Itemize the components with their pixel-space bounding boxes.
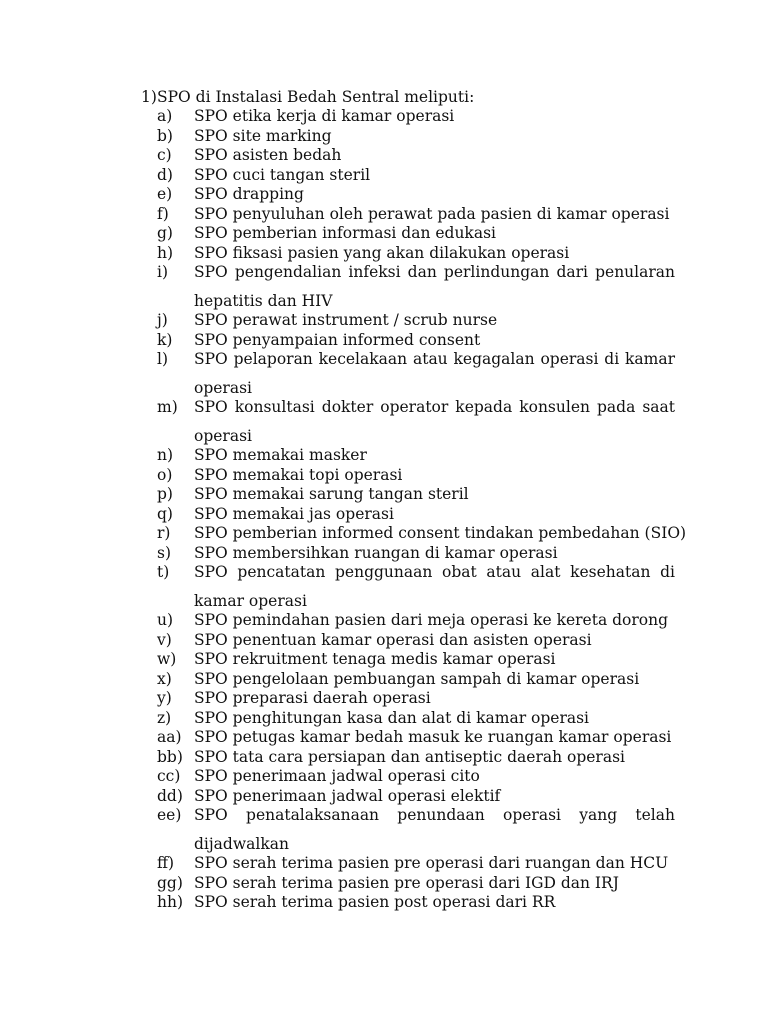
list-item-marker: m) (157, 398, 178, 416)
list-item (0, 107, 768, 127)
list-item-marker: p) (157, 485, 173, 503)
list-item-text (194, 806, 675, 854)
list-item-line-2: kamar operasi (194, 591, 307, 610)
list-item-text (194, 166, 675, 186)
list-item-text (194, 350, 675, 398)
list-item (0, 311, 768, 331)
list-item-line-2: dijadwalkan (194, 834, 289, 853)
list-item-marker: i) (157, 263, 169, 281)
list-item-line-1: SPO petugas kamar bedah masuk ke ruangan kamar operasi (194, 728, 672, 746)
list-item (0, 466, 768, 486)
list-item-marker: cc) (157, 767, 181, 785)
list-item-marker: l) (157, 350, 169, 368)
list-item-text (194, 787, 675, 807)
list-item-marker: dd) (157, 786, 183, 805)
list-heading (141, 87, 474, 107)
list-item (0, 787, 768, 807)
list-item-line-1: SPO pengendalian infeksi dan perlindungan dari penularan (194, 263, 675, 281)
list-item (0, 611, 768, 631)
list-item-line-1: SPO memakai sarung tangan steril (194, 485, 469, 503)
list-item-text (194, 524, 687, 544)
list-item-marker: t) (157, 563, 170, 581)
list-item (0, 398, 768, 446)
list-item-marker: e) (157, 185, 173, 203)
list-item-marker: x) (157, 669, 172, 688)
list-item (0, 563, 768, 611)
list-item-marker: b) (157, 126, 173, 145)
list-item-marker: d) (157, 165, 173, 184)
list-item-marker: bb) (157, 747, 183, 766)
list-item-text (194, 767, 675, 787)
list-item-line-1: SPO pencatatan penggunaan obat atau alat kesehatan di (194, 563, 675, 581)
list-item-text (194, 127, 675, 147)
list-item-text (194, 709, 675, 729)
list-item-marker: z) (157, 708, 172, 727)
list-item (0, 146, 768, 166)
list-item-line-1: SPO etika kerja di kamar operasi (194, 107, 455, 125)
list-item-line-1: SPO serah terima pasien pre operasi dari IGD dan IRJ (194, 873, 619, 892)
list-item-text (194, 466, 675, 486)
list-item-marker: c) (157, 146, 172, 164)
list-item-line-1: SPO penentuan kamar operasi dan asisten operasi (194, 630, 592, 649)
list-item-line-1: SPO fiksasi pasien yang akan dilakukan operasi (194, 243, 570, 262)
list-item-line-1: SPO pemindahan pasien dari meja operasi ke kereta dorong (194, 611, 669, 629)
list-item-marker: q) (157, 504, 173, 523)
list-item-marker: o) (157, 465, 173, 484)
list-item (0, 485, 768, 505)
spo-list (0, 107, 768, 913)
list-item-marker: h) (157, 243, 174, 262)
list-item-text (194, 631, 675, 651)
list-item (0, 127, 768, 147)
list-item-text (194, 689, 675, 709)
list-item-text (194, 874, 675, 894)
list-item-line-1: SPO pemberian informed consent tindakan pembedahan (SIO) (194, 524, 687, 542)
list-item-text (194, 563, 675, 611)
list-item-marker: n) (157, 446, 174, 464)
list-item-marker: k) (157, 330, 173, 349)
list-item-text (194, 505, 675, 525)
list-item-text (194, 544, 675, 564)
list-item (0, 748, 768, 768)
list-item-line-1: SPO serah terima pasien post operasi dari RR (194, 893, 556, 911)
list-item-line-1: SPO penyampaian informed consent (194, 330, 481, 349)
list-item (0, 331, 768, 351)
list-item-marker: y) (157, 689, 172, 707)
list-item-text (194, 107, 675, 127)
list-item (0, 185, 768, 205)
list-item (0, 728, 768, 748)
list-item (0, 854, 768, 874)
list-item-marker: v) (157, 630, 172, 649)
list-item-text (194, 728, 675, 748)
list-item (0, 505, 768, 525)
list-item (0, 524, 768, 544)
heading-number: 1) (141, 88, 157, 106)
list-item-line-1: SPO penghitungan kasa dan alat di kamar operasi (194, 708, 590, 727)
list-item (0, 689, 768, 709)
heading-text: SPO di Instalasi Bedah Sentral meliputi: (157, 88, 475, 106)
list-item (0, 350, 768, 398)
list-item-text (194, 650, 675, 670)
list-item-text (194, 185, 675, 205)
list-item-line-1: SPO penerimaan jadwal operasi elektif (194, 786, 501, 805)
list-item-line-1: SPO site marking (194, 126, 332, 145)
list-item-text (194, 893, 675, 913)
list-item-line-1: SPO cuci tangan steril (194, 165, 371, 184)
list-item-marker: a) (157, 107, 173, 125)
list-item (0, 446, 768, 466)
list-item-text (194, 611, 675, 631)
list-item (0, 874, 768, 894)
list-item-line-1: SPO memakai jas operasi (194, 504, 394, 523)
list-item-line-1: SPO tata cara persiapan dan antiseptic daerah operasi (194, 747, 625, 766)
list-item-text (194, 398, 675, 446)
list-item-line-2: operasi (194, 426, 252, 445)
list-item (0, 650, 768, 670)
list-item (0, 670, 768, 690)
list-item-text (194, 311, 675, 331)
list-item (0, 544, 768, 564)
list-item-line-1: SPO rekruitment tenaga medis kamar operasi (194, 650, 556, 668)
list-item-marker: g) (157, 224, 173, 242)
list-item-text (194, 331, 675, 351)
list-item-marker: u) (157, 611, 174, 629)
list-item-marker: gg) (157, 873, 183, 892)
list-item (0, 263, 768, 311)
list-item-marker: s) (157, 543, 172, 562)
list-item-line-2: operasi (194, 378, 252, 397)
list-item-text (194, 224, 675, 244)
list-item-marker: aa) (157, 728, 182, 746)
list-item-text (194, 485, 675, 505)
list-item-text (194, 146, 675, 166)
list-item-line-1: SPO pelaporan kecelakaan atau kegagalan operasi di kamar (194, 350, 675, 368)
list-item (0, 767, 768, 787)
list-item (0, 244, 768, 264)
list-item (0, 224, 768, 244)
list-item (0, 806, 768, 854)
list-item-text (194, 263, 675, 311)
list-item (0, 166, 768, 186)
list-item-line-2: hepatitis dan HIV (194, 291, 333, 310)
list-item-text (194, 854, 675, 874)
list-item-marker: ee) (157, 806, 182, 824)
list-item-line-1: SPO penatalaksanaan penundaan operasi yang telah (194, 806, 675, 824)
list-item (0, 709, 768, 729)
list-item-line-1: SPO pemberian informasi dan edukasi (194, 224, 496, 242)
list-item-line-1: SPO perawat instrument / scrub nurse (194, 311, 498, 329)
list-item-line-1: SPO memakai masker (194, 446, 367, 464)
list-item-line-1: SPO asisten bedah (194, 146, 342, 164)
list-item-line-1: SPO preparasi daerah operasi (194, 689, 431, 707)
list-item-line-1: SPO konsultasi dokter operator kepada konsulen pada saat (194, 398, 675, 416)
list-item-text (194, 205, 675, 225)
list-item-marker: w) (157, 650, 177, 668)
list-item-marker: hh) (157, 893, 184, 911)
list-item-marker: r) (157, 524, 171, 542)
list-item-marker: ff) (157, 854, 175, 872)
list-item-text (194, 670, 675, 690)
list-item-line-1: SPO memakai topi operasi (194, 465, 403, 484)
list-item (0, 893, 768, 913)
list-item-line-1: SPO serah terima pasien pre operasi dari ruangan dan HCU (194, 854, 669, 872)
list-item (0, 631, 768, 651)
list-item-line-1: SPO membersihkan ruangan di kamar operasi (194, 543, 558, 562)
list-item-line-1: SPO pengelolaan pembuangan sampah di kamar operasi (194, 669, 640, 688)
list-item-text (194, 244, 675, 264)
list-item-line-1: SPO drapping (194, 185, 304, 203)
list-item-marker: f) (157, 204, 169, 223)
list-item-line-1: SPO penyuluhan oleh perawat pada pasien di kamar operasi (194, 204, 670, 223)
list-item-text (194, 748, 675, 768)
list-item (0, 205, 768, 225)
list-item-text (194, 446, 675, 466)
list-item-marker: j) (157, 311, 168, 329)
list-item-line-1: SPO penerimaan jadwal operasi cito (194, 767, 480, 785)
